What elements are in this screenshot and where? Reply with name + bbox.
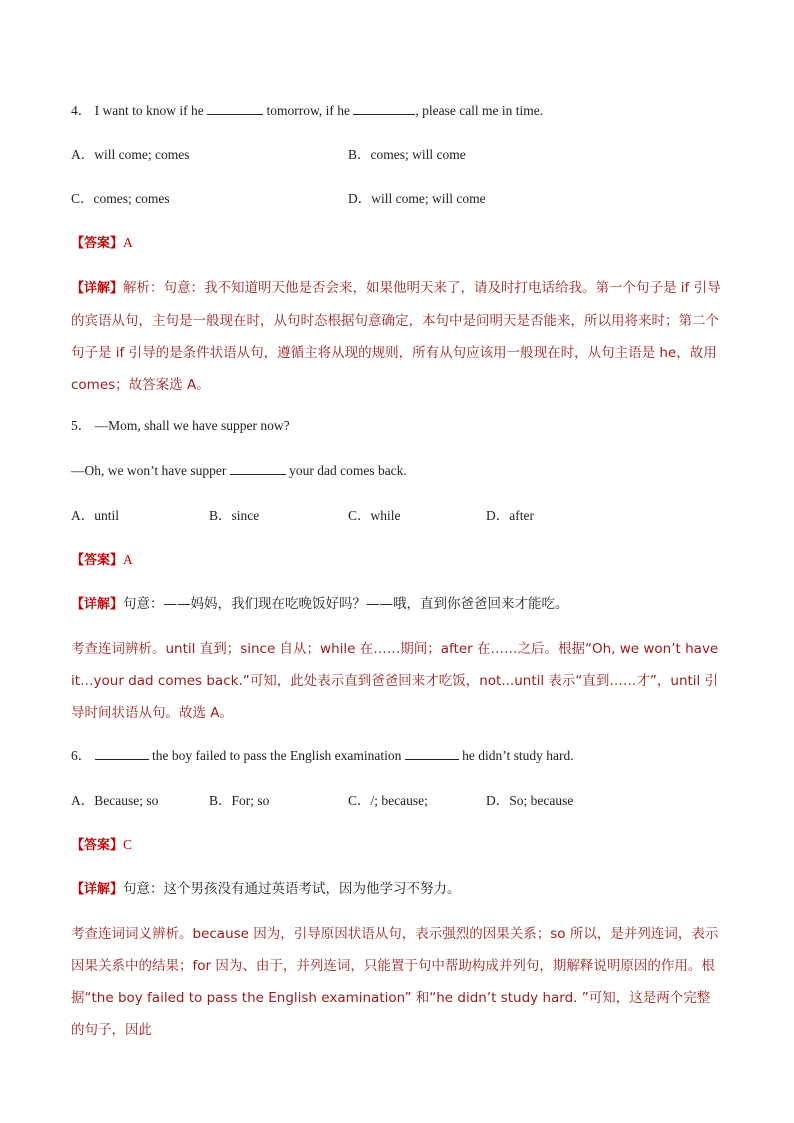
option-d: D．So; because [486,793,574,808]
detail-paragraph: 考查连词词义辨析。because 因为，引导原因状语从句，表示强烈的因果关系；so 所以，是并列连词，表示因果关系中的结果；for 因为、由于，并列连词，只能置于句中帮助构成并列句，期解释说明原因的作用。根据“the boy failed to pass the English examination” 和“he didn’t study hard. ”可知，这是两个完整的句子，因此 [71,926,719,1038]
option-c: C．/; because; [348,793,428,808]
answer-value: C [123,837,133,852]
answer-blank [405,747,459,760]
answer-label: 【答案】 [71,838,124,853]
answer-label: 【答案】 [71,553,124,568]
question-5-line2: —Oh, we won’t have supper your dad comes back. [71,463,407,478]
option-d: D．will come; will come [348,191,486,206]
detail-translation: 【详解】句意：这个男孩没有通过英语考试，因为他学习不努力。 [71,881,461,897]
answer-blank [207,102,263,115]
answer-line [71,234,133,253]
answer-value: A [123,235,133,250]
question-5-stem: 5． —Mom, shall we have supper now? [71,418,290,433]
option-a: A．will come; comes [71,147,190,162]
question-number: 6． [71,748,92,763]
detail-label: 【详解】 [71,281,124,296]
option-a: A．until [71,508,120,523]
answer-line [71,836,132,855]
option-c: C．comes; comes [71,191,170,206]
answer-value: A [123,552,133,567]
detail-label: 【详解】 [71,882,124,897]
answer-blank [230,462,286,475]
answer-line [71,551,133,570]
answer-blank [95,747,149,760]
option-d: D．after [486,508,534,523]
detail-translation: 【详解】句意：——妈妈，我们现在吃晚饭好吗？——哦，直到你爸爸回来才能吃。 [71,596,569,612]
question-4-stem: 4． I want to know if he tomorrow, if he , please call me in time. [71,103,544,118]
option-a: A．Because; so [71,793,159,808]
option-b: B．comes; will come [348,147,466,162]
option-b: B．since [209,508,260,523]
question-number: 5． [71,418,92,433]
question-number: 4． [71,103,92,118]
detail-paragraph: 考查连词辨析。until 直到；since 自从；while 在……期间；after 在……之后。根据“Oh, we won’t have it…your dad comes back.”可知，此处表示直到爸爸回来才吃饭，not...until 表示“直到……才”，until 引导时间状语从句。故选 A。 [71,641,719,721]
detail-paragraph: 【详解】解析：句意：我不知道明天他是否会来，如果他明天来了，请及时打电话给我。第一个句子是 if 引导的宾语从句，主句是一般现在时，从句时态根据句意确定，本句中是问明天是否能来，所以用将来时；第二个句子是 if 引导的是条件状语从句，遵循主将从现的规则，所有从句应该用一般现在时，从句主语是 he，故用 comes；故答案选 A。 [71,280,721,393]
option-c: C．while [348,508,401,523]
option-b: B．For; so [209,793,270,808]
answer-blank [353,102,415,115]
answer-label: 【答案】 [71,236,124,251]
detail-label: 【详解】 [71,597,124,612]
question-6-stem: 6． the boy failed to pass the English examination he didn’t study hard. [71,748,574,763]
